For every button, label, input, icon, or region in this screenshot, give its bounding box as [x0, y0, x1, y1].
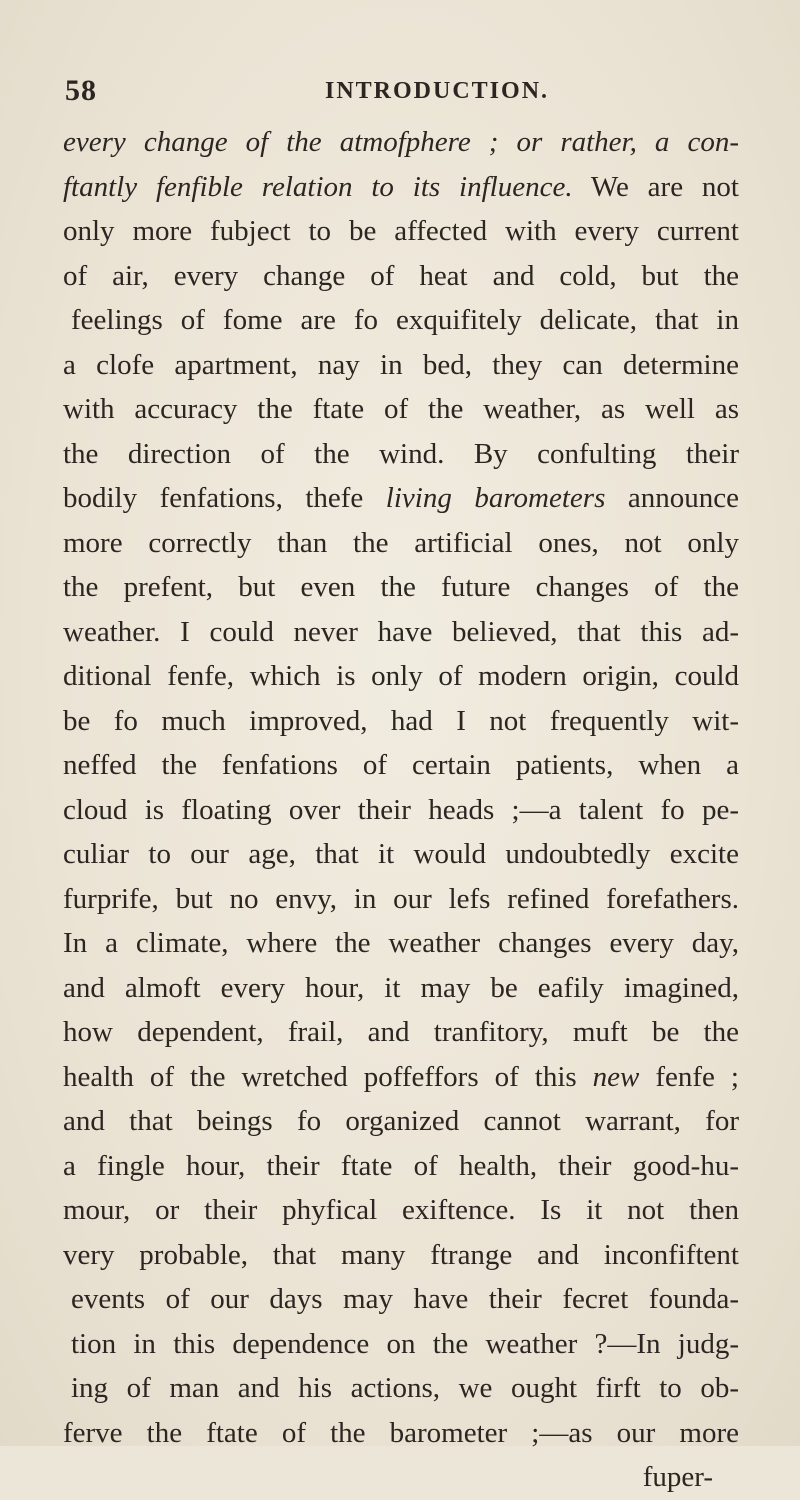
- text-line: be fo much improved, had I not frequently wit-: [63, 704, 739, 737]
- text-line: neffed the fenfations of certain patients, when a: [63, 749, 739, 781]
- text-line: mour, or their phyfical exiftence. Is it not then: [63, 1194, 739, 1226]
- body-text: [63, 120, 739, 1500]
- text-line: tion in this dependence on the weather ?—In judg-: [71, 1327, 739, 1360]
- text-line: health of the wretched poffeffors of this new fenfe ;: [63, 1060, 739, 1093]
- page-number: 58: [65, 74, 97, 107]
- text-line: of air, every change of heat and cold, but the: [63, 259, 739, 292]
- text-line: culiar to our age, that it would undoubtedly excite: [63, 838, 739, 870]
- page-header: [0, 74, 800, 114]
- text-line: with accuracy the ftate of the weather, as well as: [63, 393, 739, 425]
- text-line: more correctly than the artificial ones, not only: [63, 526, 739, 559]
- text-line: events of our days may have their fecret founda-: [71, 1283, 739, 1315]
- text-line: the prefent, but even the future changes of the: [63, 571, 739, 603]
- text-line: very probable, that many ftrange and inconfiftent: [63, 1238, 739, 1271]
- text-line: every change of the atmofphere ; or rather, a con-: [63, 126, 739, 158]
- text-line: furprife, but no envy, in our lefs refined forefathers.: [63, 882, 739, 915]
- text-line: ing of man and his actions, we ought firft to ob-: [71, 1372, 739, 1404]
- text-line: ditional fenfe, which is only of modern origin, could: [63, 660, 739, 692]
- running-head: INTRODUCTION.: [325, 78, 550, 104]
- text-line: a clofe apartment, nay in bed, they can determine: [63, 348, 739, 381]
- text-line: how dependent, frail, and tranfitory, muft be the: [63, 1016, 739, 1048]
- text-line: only more fubject to be affected with every current: [63, 215, 739, 247]
- text-line: and that beings fo organized cannot warrant, for: [63, 1105, 739, 1137]
- text-line: ftantly fenfible relation to its influence. We are not: [63, 170, 739, 203]
- text-line: feelings of fome are fo exquifitely delicate, that in: [71, 304, 739, 336]
- text-line: weather. I could never have believed, that this ad-: [63, 615, 739, 648]
- text-line: ferve the ftate of the barometer ;—as our more: [63, 1416, 739, 1449]
- text-line: In a climate, where the weather changes every day,: [63, 927, 739, 959]
- text-line: the direction of the wind. By confulting their: [63, 437, 739, 470]
- text-line: and almoft every hour, it may be eafily imagined,: [63, 971, 739, 1004]
- catchword: fuper-: [642, 1461, 713, 1493]
- text-line: cloud is floating over their heads ;—a talent fo pe-: [63, 793, 739, 826]
- text-line: bodily fenfations, thefe living barometers announce: [63, 482, 739, 514]
- text-line: a fingle hour, their ftate of health, their good-hu-: [63, 1149, 739, 1182]
